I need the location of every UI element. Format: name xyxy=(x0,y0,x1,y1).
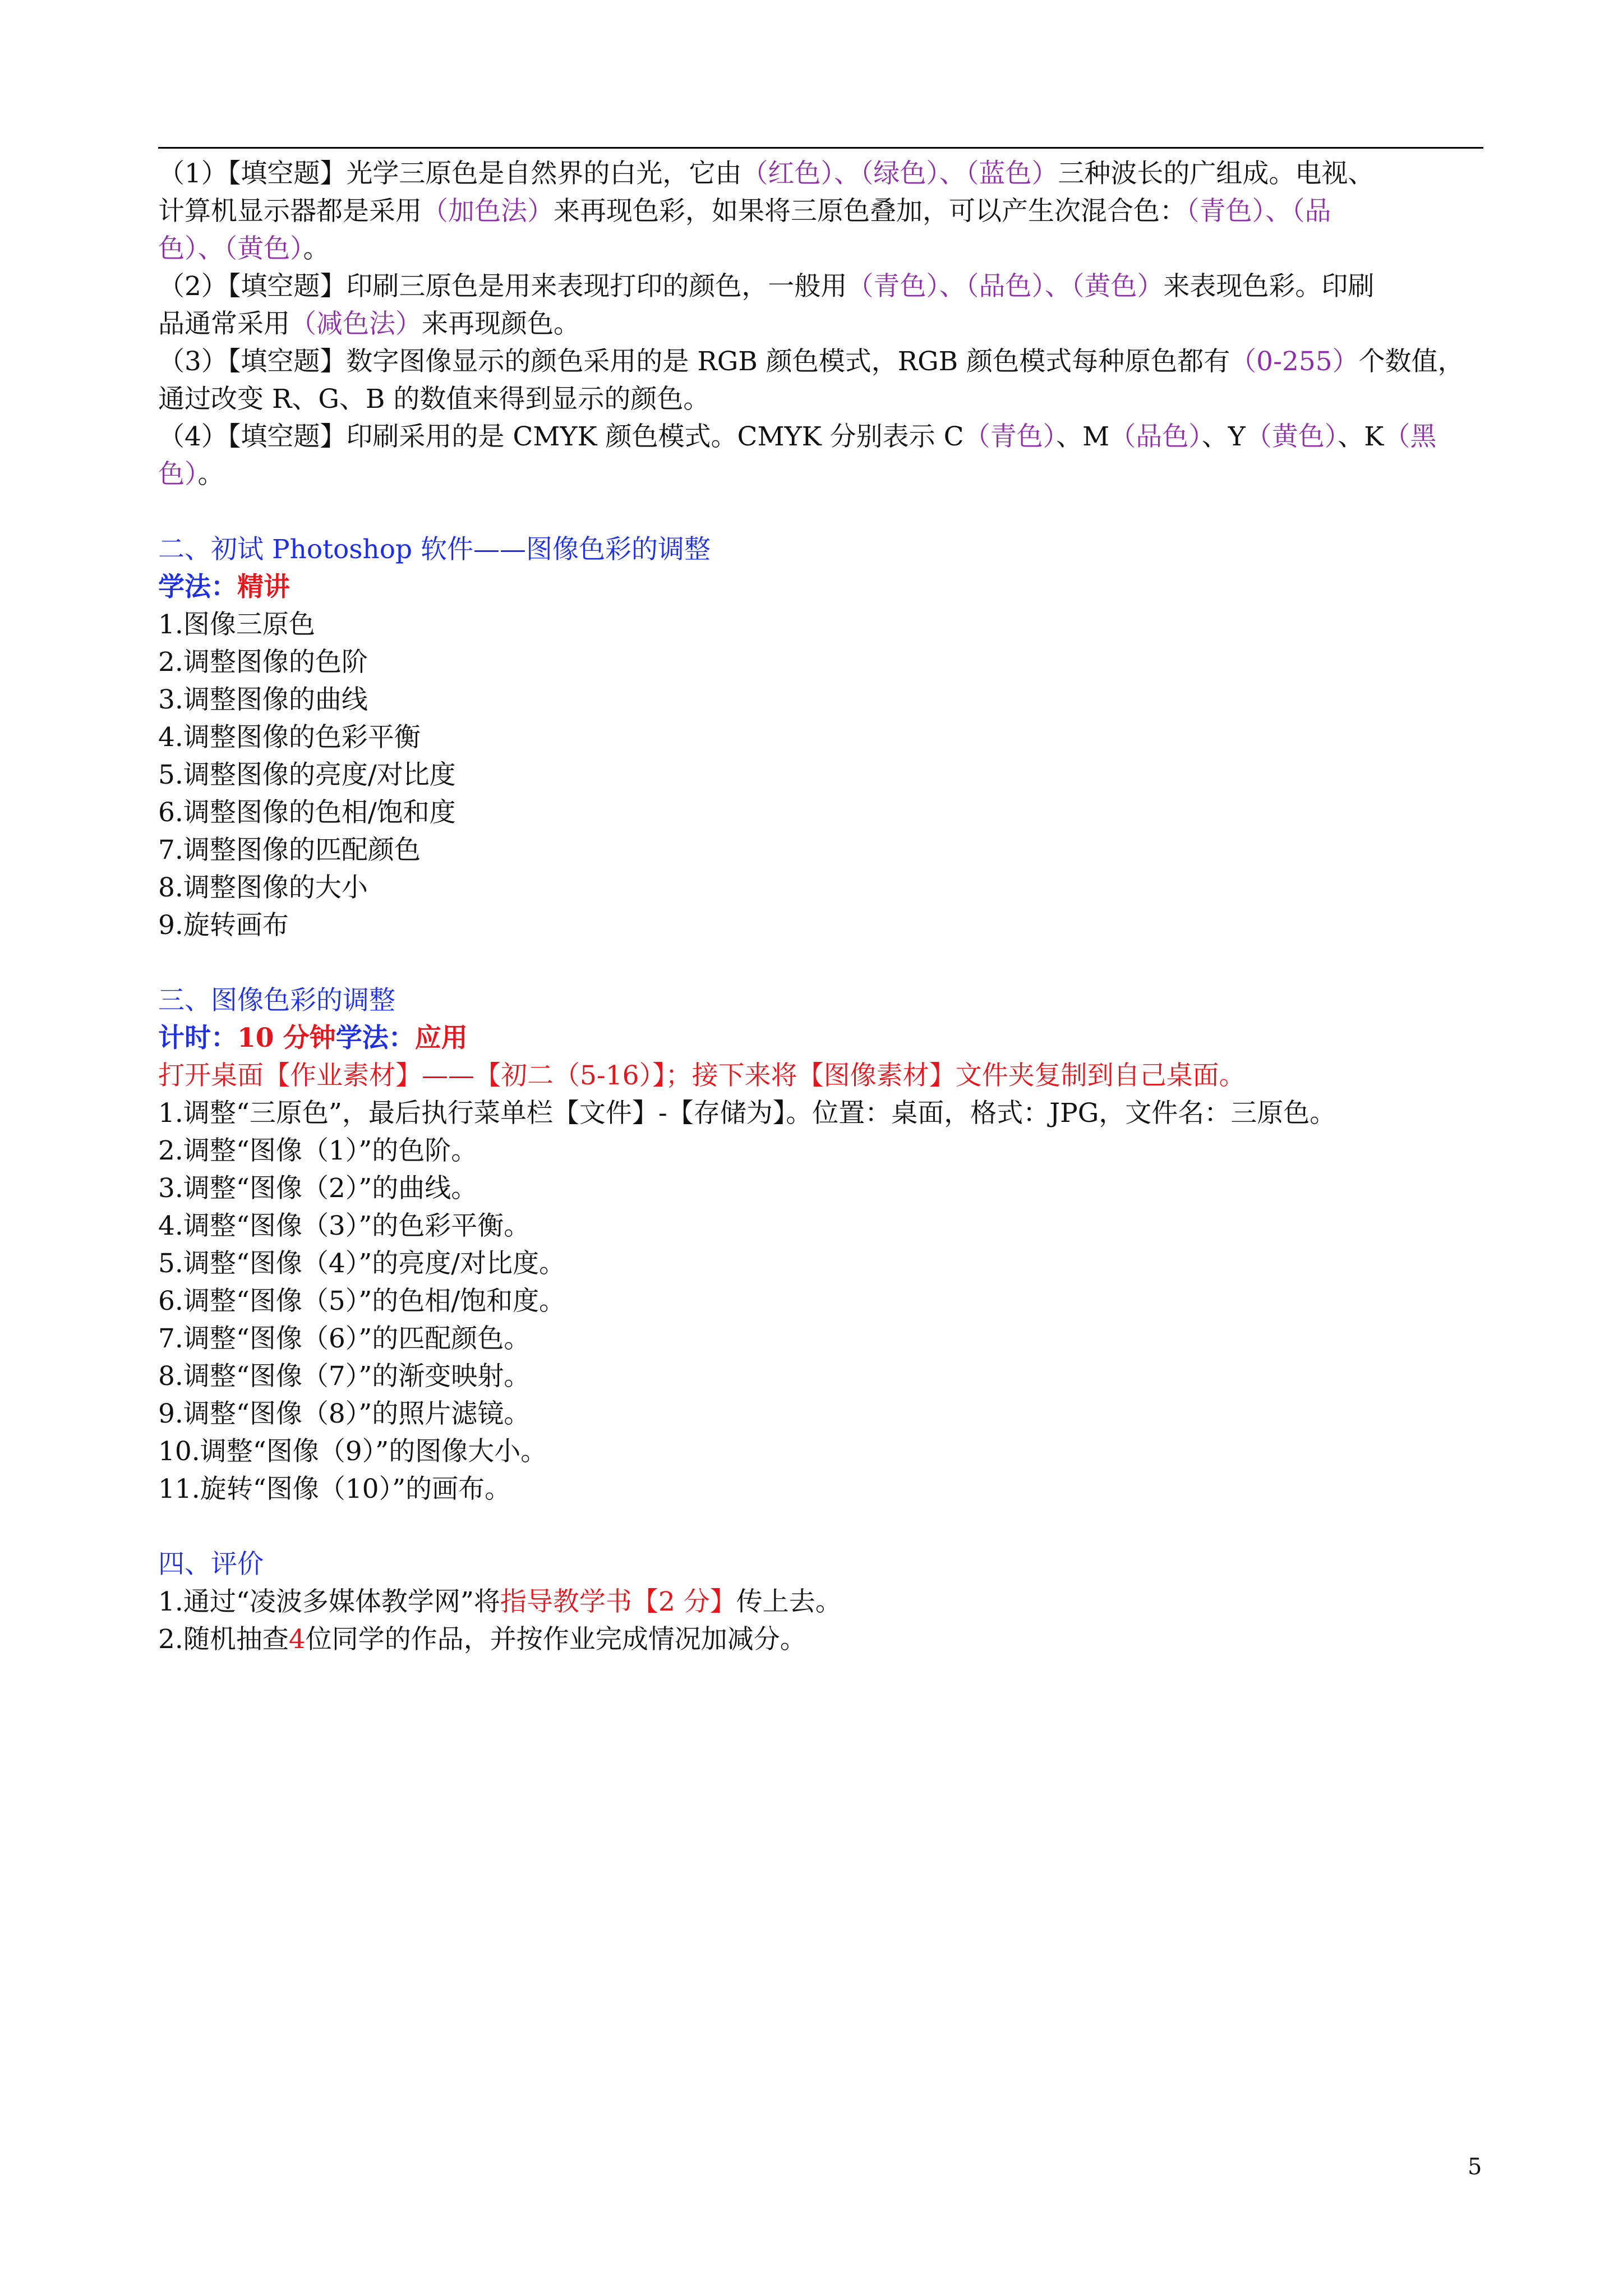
text-segment: 品通常采用 xyxy=(158,309,290,339)
text-segment: 6.调整“图像（5）”的色相/饱和度。 xyxy=(158,1286,566,1317)
text-segment: （红色）、（绿色）、（蓝色） xyxy=(741,158,1058,189)
text-segment: 三、图像色彩的调整 xyxy=(158,985,395,1016)
text-segment: （3）【填空题】数字图像显示的颜色采用的是 RGB 颜色模式，RGB 颜色模式每种原色都有 xyxy=(158,346,1230,377)
line-q1c xyxy=(158,230,1483,268)
text-segment: 应用 xyxy=(414,1023,468,1053)
text-segment: 打开桌面【作业素材】——【初二（5-16）】；接下来将【图像素材】文件夹复制到自己桌面。 xyxy=(158,1060,1246,1091)
text-segment: 学法： xyxy=(335,1023,415,1053)
text-segment: 四、评价 xyxy=(158,1549,264,1580)
text-segment: 1.通过“凌波多媒体教学网”将 xyxy=(158,1586,500,1617)
line-s4-1 xyxy=(158,1583,1483,1621)
text-segment: 1.调整“三原色”，最后执行菜单栏【文件】-【存储为】。位置：桌面，格式：JPG，文件名：三原色。 xyxy=(158,1098,1336,1129)
text-segment: 、K xyxy=(1338,421,1384,452)
text-segment: 8.调整“图像（7）”的渐变映射。 xyxy=(158,1361,531,1392)
text-segment: 来再现颜色。 xyxy=(422,309,580,339)
text-segment: 三种波长的广组成。电视、 xyxy=(1058,158,1375,189)
text-segment: 1.图像三原色 xyxy=(158,609,315,640)
text-segment: （2）【填空题】印刷三原色是用来表现打印的颜色，一般用 xyxy=(158,271,847,302)
line-q2a xyxy=(158,268,1483,305)
line-s2-8 xyxy=(158,869,1483,907)
line-q3b xyxy=(158,380,1483,418)
line-sec2-title xyxy=(158,531,1483,568)
line-s2-2 xyxy=(158,643,1483,681)
blank-line xyxy=(158,1508,1483,1545)
text-segment: 来表现色彩。印刷 xyxy=(1163,271,1375,302)
line-s3-4 xyxy=(158,1207,1483,1245)
text-segment: 8.调整图像的大小 xyxy=(158,872,368,903)
line-sec3-method xyxy=(158,1019,1483,1057)
line-s2-4 xyxy=(158,719,1483,756)
line-q2b xyxy=(158,305,1483,343)
line-q4b xyxy=(158,455,1483,493)
line-s3-6 xyxy=(158,1282,1483,1320)
line-s3-9 xyxy=(158,1395,1483,1433)
text-segment: 二、初试 Photoshop 软件——图像色彩的调整 xyxy=(158,534,711,565)
text-segment: （加色法） xyxy=(422,196,554,227)
line-s3-2 xyxy=(158,1132,1483,1170)
line-s3-10 xyxy=(158,1433,1483,1470)
line-sec2-method xyxy=(158,568,1483,606)
line-q4a xyxy=(158,418,1483,455)
text-segment: 7.调整图像的匹配颜色 xyxy=(158,835,421,866)
text-segment: 9.调整“图像（8）”的照片滤镜。 xyxy=(158,1398,531,1429)
text-segment: 10 分钟 xyxy=(237,1023,336,1053)
text-segment: 个数值， xyxy=(1358,346,1464,377)
text-segment: 2.随机抽查 xyxy=(158,1624,289,1655)
text-segment: 。 xyxy=(197,459,224,490)
text-segment: 4.调整“图像（3）”的色彩平衡。 xyxy=(158,1211,531,1241)
text-segment: 。 xyxy=(303,233,330,264)
text-segment: （减色法） xyxy=(290,309,422,339)
text-segment: 传上去。 xyxy=(736,1586,842,1617)
text-segment: （黄色） xyxy=(1245,421,1338,452)
text-segment: （青色） xyxy=(963,421,1057,452)
line-q3a xyxy=(158,343,1483,380)
header-rule xyxy=(158,147,1483,149)
line-s2-3 xyxy=(158,681,1483,719)
text-segment: 3.调整“图像（2）”的曲线。 xyxy=(158,1173,478,1204)
text-segment: 位同学的作品，并按作业完成情况加减分。 xyxy=(305,1624,806,1655)
line-s3-11 xyxy=(158,1470,1483,1508)
line-s2-9 xyxy=(158,907,1483,944)
line-s3-1 xyxy=(158,1094,1483,1132)
text-segment: （黑 xyxy=(1384,421,1437,452)
text-segment: 6.调整图像的色相/饱和度 xyxy=(158,797,456,828)
text-segment: （品色） xyxy=(1109,421,1202,452)
line-q1b xyxy=(158,192,1483,230)
text-segment: 3.调整图像的曲线 xyxy=(158,684,368,715)
text-segment: 2.调整“图像（1）”的色阶。 xyxy=(158,1135,478,1166)
line-sec3-title xyxy=(158,982,1483,1019)
line-sec4-title xyxy=(158,1545,1483,1583)
text-segment: （4）【填空题】印刷采用的是 CMYK 颜色模式。CMYK 分别表示 C xyxy=(158,421,964,452)
text-segment: 色）、（黄色） xyxy=(158,233,303,264)
line-s2-6 xyxy=(158,794,1483,831)
text-segment: 色） xyxy=(158,459,198,490)
line-s3-3 xyxy=(158,1170,1483,1207)
text-segment: 指导教学书【2 分】 xyxy=(500,1586,736,1617)
blank-line xyxy=(158,944,1483,982)
text-segment: 通过改变 R、G、B 的数值来得到显示的颜色。 xyxy=(158,384,710,415)
text-segment: 10.调整“图像（9）”的图像大小。 xyxy=(158,1436,547,1467)
line-s2-5 xyxy=(158,756,1483,794)
blank-line xyxy=(158,493,1483,531)
text-segment: （青色）、（品 xyxy=(1186,196,1331,227)
text-segment: （1）【填空题】光学三原色是自然界的白光，它由 xyxy=(158,158,742,189)
page-number: 5 xyxy=(1468,2154,1482,2180)
text-segment: 计算机显示器都是采用 xyxy=(158,196,422,227)
text-segment: 来再现色彩，如果将三原色叠加，可以产生次混合色： xyxy=(554,196,1186,227)
text-segment: 11.旋转“图像（10）”的画布。 xyxy=(158,1474,511,1504)
text-segment: 2.调整图像的色阶 xyxy=(158,647,368,678)
text-segment: 9.旋转画布 xyxy=(158,910,289,941)
text-segment: 4 xyxy=(288,1624,306,1655)
line-s2-1 xyxy=(158,606,1483,643)
document-body xyxy=(158,155,1483,1658)
line-q1a xyxy=(158,155,1483,192)
text-segment: 5.调整“图像（4）”的亮度/对比度。 xyxy=(158,1248,566,1279)
line-s3-7 xyxy=(158,1320,1483,1358)
text-segment: 精讲 xyxy=(237,572,290,602)
text-segment: 4.调整图像的色彩平衡 xyxy=(158,722,421,753)
line-s2-7 xyxy=(158,831,1483,869)
text-segment: 7.调整“图像（6）”的匹配颜色。 xyxy=(158,1323,531,1354)
line-sec3-open xyxy=(158,1057,1483,1094)
text-segment: （0-255） xyxy=(1230,346,1359,377)
text-segment: 5.调整图像的亮度/对比度 xyxy=(158,760,456,790)
line-s4-2 xyxy=(158,1621,1483,1658)
line-s3-8 xyxy=(158,1358,1483,1395)
text-segment: 、Y xyxy=(1201,421,1246,452)
text-segment: 计时： xyxy=(158,1023,237,1053)
text-segment: （青色）、（品色）、（黄色） xyxy=(847,271,1164,302)
line-s3-5 xyxy=(158,1245,1483,1282)
text-segment: 、M xyxy=(1056,421,1110,452)
text-segment: 学法： xyxy=(158,572,237,602)
